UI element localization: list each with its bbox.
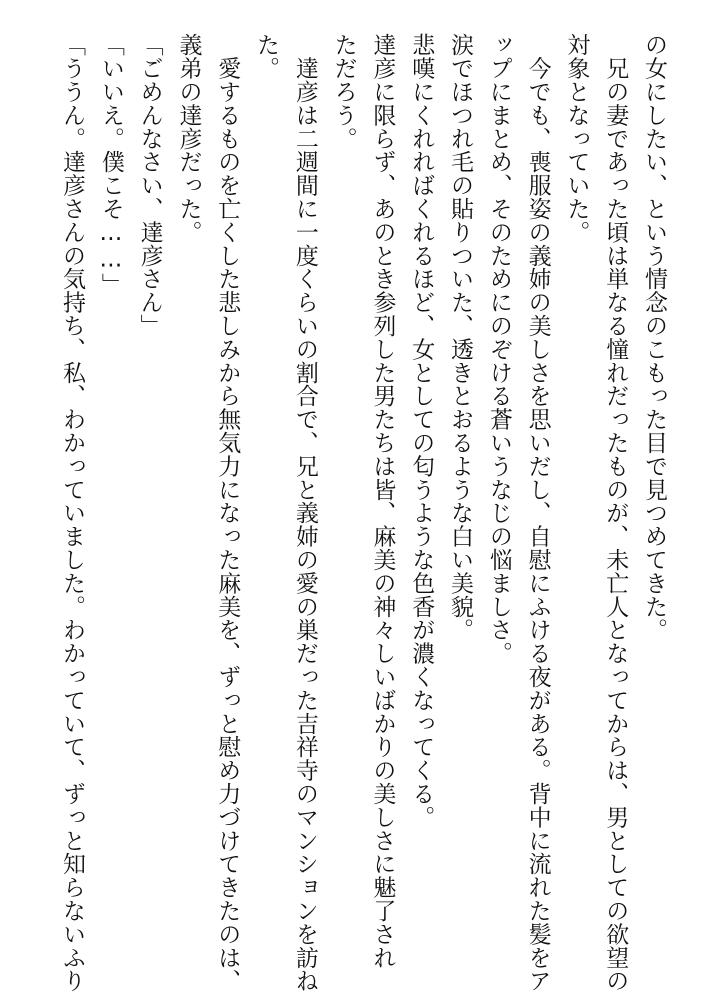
text-line: 対象となっていた。 (563, 33, 590, 244)
text-line: 悲嘆にくれればくれるほど、女としての匂うような色香が濃くなってくる。 (408, 33, 435, 829)
text-line: ップにまとめ、そのためにのぞける蒼いうなじの悩ましさ。 (485, 33, 512, 665)
text-line: 涙でほつれ毛の貼りついた、透きとおるような白い美貌。 (447, 33, 474, 642)
dialogue-line: 「ごめんなさい、達彦さん」 (136, 33, 163, 338)
text-line: た。 (253, 33, 280, 80)
vertical-text-body (52, 33, 673, 993)
text-line: 今でも、喪服姿の義姉の美しさを思いだし、自慰にふける夜がある。背中に流れた髪をア (524, 33, 551, 993)
text-line: の女にしたい、という情念のこもった目で見つめてきた。 (641, 33, 667, 642)
text-line: 義弟の達彦だった。 (175, 33, 202, 244)
text-line: 愛するものを亡くした悲しみから無気力になった麻美を、ずっと慰め力づけてきたのは、 (214, 33, 241, 993)
text-line: 兄の妻であった頃は単なる憧れだったものが、未亡人となってからは、男としての欲望の (602, 33, 629, 993)
dialogue-line: 「ううん。達彦さんの気持ち、私、わかっていました。わかっていて、ずっと知らないふり (59, 33, 86, 993)
dialogue-line: 「いいえ。僕こそ……」 (97, 33, 124, 297)
text-line: 達彦に限らず、あのとき参列した男たちは皆、麻美の神々しいばかりの美しさに魅了され (369, 33, 396, 969)
text-line: 達彦は二週間に一度くらいの割合で、兄と義姉の愛の巣だった吉祥寺のマンションを訪ね (291, 33, 318, 993)
text-line: ただろう。 (330, 33, 357, 150)
